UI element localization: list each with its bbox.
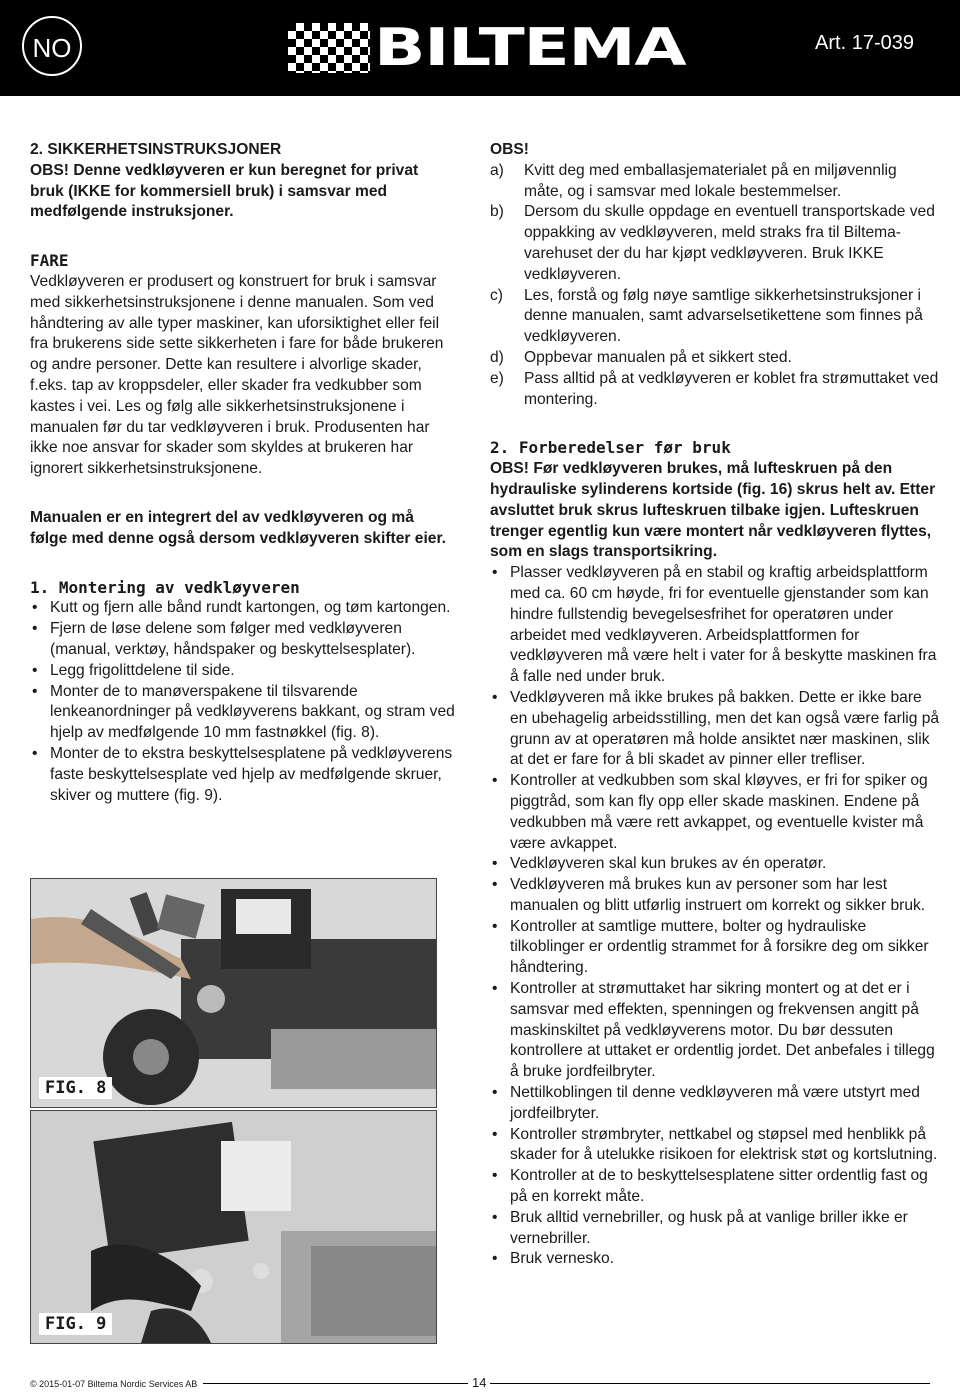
obs-title: OBS! [490,141,529,158]
list-item: • Kontroller at vedkubben som skal kløyves, er fri for spiker og piggtråd, som kan fly opp eller skade maskinen. Endene på vedkubben må være rett avkappet, og eventuelle kvister må være avkappet. [490,771,940,854]
obs-list [490,161,940,411]
page-number: 14 [468,1375,490,1390]
list-item: • Bruk vernesko. [490,1249,940,1270]
safety-obs-note: OBS! Denne vedkløyveren er kun beregnet for privat bruk (IKKE for kommersiell bruk) i samsvar med medfølgende instruksjoner. [30,161,419,221]
brand-logo [288,18,686,78]
page-header [0,0,960,96]
list-item: a) Kvitt deg med emballasjematerialet på en miljøvennlig måte, og i samsvar med lokale bestemmelser. [490,161,897,200]
list-item: • Monter de to ekstra beskyttelsesplatene på vedkløyverens faste beskyttelsesplate ved hjelp av medfølgende skruer, skiver og muttere (fig. 9). [30,744,455,806]
section-title-safety: 2. SIKKERHETSINSTRUKSJONER [30,141,282,158]
list-item: • Legg frigolittdelene til side. [30,661,455,682]
list-item: • Kontroller strømbryter, nettkabel og støpsel med henblikk på skader for å utelukke risikoen for elektrisk støt og kortslutning. [490,1125,940,1167]
section-title-preparations: 2. Forberedelser før bruk [490,438,731,458]
list-item: b) Dersom du skulle oppdage en eventuell transportskade ved oppakking av vedkløyveren, meld straks fra til Biltema-varehuset der du har kjøpt vedkløyveren. Bruk IKKE vedkløyveren. [490,203,935,283]
list-item: c) Les, forstå og følg nøye samtlige sikkerhetsinstruksjoner i denne manualen, samt advarselsetikettene som finnes på vedkløyveren. [490,286,923,346]
list-item: • Kontroller at de to beskyttelsesplatene sitter ordentlig fast og på en korrekt måte. [490,1166,940,1208]
list-item: • Vedkløyveren må brukes kun av personer som har lest manualen og blitt utførlig instruert om korrekt og sikker bruk. [490,875,940,917]
list-item: • Kutt og fjern alle bånd rundt kartongen, og tøm kartongen. [30,598,455,619]
list-item: • Fjern de løse delene som følger med vedkløyveren (manual, verktøy, håndspaker og beskyttelsesplater). [30,619,455,661]
brand-name: BILTEMA [374,18,686,78]
list-item: • Bruk alltid vernebriller, og husk på at vanlige briller ikke er vernebriller. [490,1208,940,1250]
list-item: • Nettilkoblingen til denne vedkløyveren må være utstyrt med jordfeilbryter. [490,1083,940,1125]
left-column [30,140,455,806]
right-column [490,140,940,1270]
language-badge: NO [22,16,82,76]
preparations-intro: OBS! Før vedkløyveren brukes, må lufteskruen på den hydrauliske sylinderens kortside (fig. 16) skrus helt av. Etter avsluttet bruk skrus lufteskruen tilbake igjen. Lufteskruen trenger egentlig kun være montert når vedkløyveren flyttes, som en slags transportsikring. [490,460,936,561]
figure-9-photo [30,1110,437,1344]
preparations-list [490,563,940,1270]
danger-text: Vedkløyveren er produsert og konstruert for bruk i samsvar med sikkerhetsinstruksjonene i denne manualen. Som ved håndtering av alle typer maskiner, kan uforsiktighet eller feil fra brukerens side sette sikkerheten i fare for både brukeren og andre personer. Dette kan resultere i alvorlige skader, f.eks. tap av kroppsdeler, eller skader fra vedkubber som kastes i vei. Les og følg alle sikkerhetsinstruksjonene i manualen før du tar vedkløyveren i bruk. Produsenten har ikke noe ansvar for skader som skyldes at brukeren har ignorert sikkerhetsinstruksjonene. [30,272,444,478]
list-item: • Vedkløyveren må ikke brukes på bakken. Dette er ikke bare en ubehagelig arbeidsstilling, men det kan også være farlig på grunn av at operatøren må holde ansiktet nær maskinen, slik at det er fare for å bli skadet av pinner eller trefliser. [490,688,940,771]
footer-copyright: © 2015-01-07 Biltema Nordic Services AB [30,1379,203,1389]
list-item: • Kontroller at strømuttaket har sikring montert og at det er i samsvar med effekten, spenningen og frekvensen angitt på maskinskiltet på vedkløyverens motor. Du bør dessuten kontrollere at uttaket er ordentlig jordet. Det anbefales i tillegg å bruke jordfeilbryter. [490,979,940,1083]
section-title-assembly: 1. Montering av vedkløyveren [30,577,300,597]
list-item: e) Pass alltid på at vedkløyveren er koblet fra strømuttaket ved montering. [490,369,939,408]
checkered-flag-icon [288,23,370,73]
list-item: • Monter de to manøverspakene til tilsvarende lenkeanordninger på vedkløyverens bakkant, og stram ved hjelp av medfølgende 10 mm fastnøkkel (fig. 8). [30,682,455,744]
figure-9-label: FIG. 9 [39,1313,112,1335]
article-number: Art. 17-039 [815,32,914,54]
manual-integral-note: Manualen er en integrert del av vedkløyveren og må følge med denne også dersom vedkløyveren skifter eier. [30,508,446,547]
list-item: d) Oppbevar manualen på et sikkert sted. [490,348,792,366]
list-item: • Plasser vedkløyveren på en stabil og kraftig arbeidsplattform med ca. 60 cm høyde, fri for eventuelle gjenstander som kan hindre fullstendig bevegelsesfrihet for operatøren under arbeidet med vedkløyveren. Arbeidsplattformen for vedkløyveren må være helt i vater for å beskytte maskinen fra å falle ned under bruk. [490,563,940,688]
danger-title: FARE [30,251,69,271]
figure-8-photo [30,878,437,1108]
list-item: • Vedkløyveren skal kun brukes av én operatør. [490,854,940,875]
figure-8-label: FIG. 8 [39,1077,112,1099]
assembly-list [30,598,455,806]
list-item: • Kontroller at samtlige muttere, bolter og hydrauliske tilkoblinger er ordentlig strammet for å forsikre deg om sikker håndtering. [490,917,940,979]
